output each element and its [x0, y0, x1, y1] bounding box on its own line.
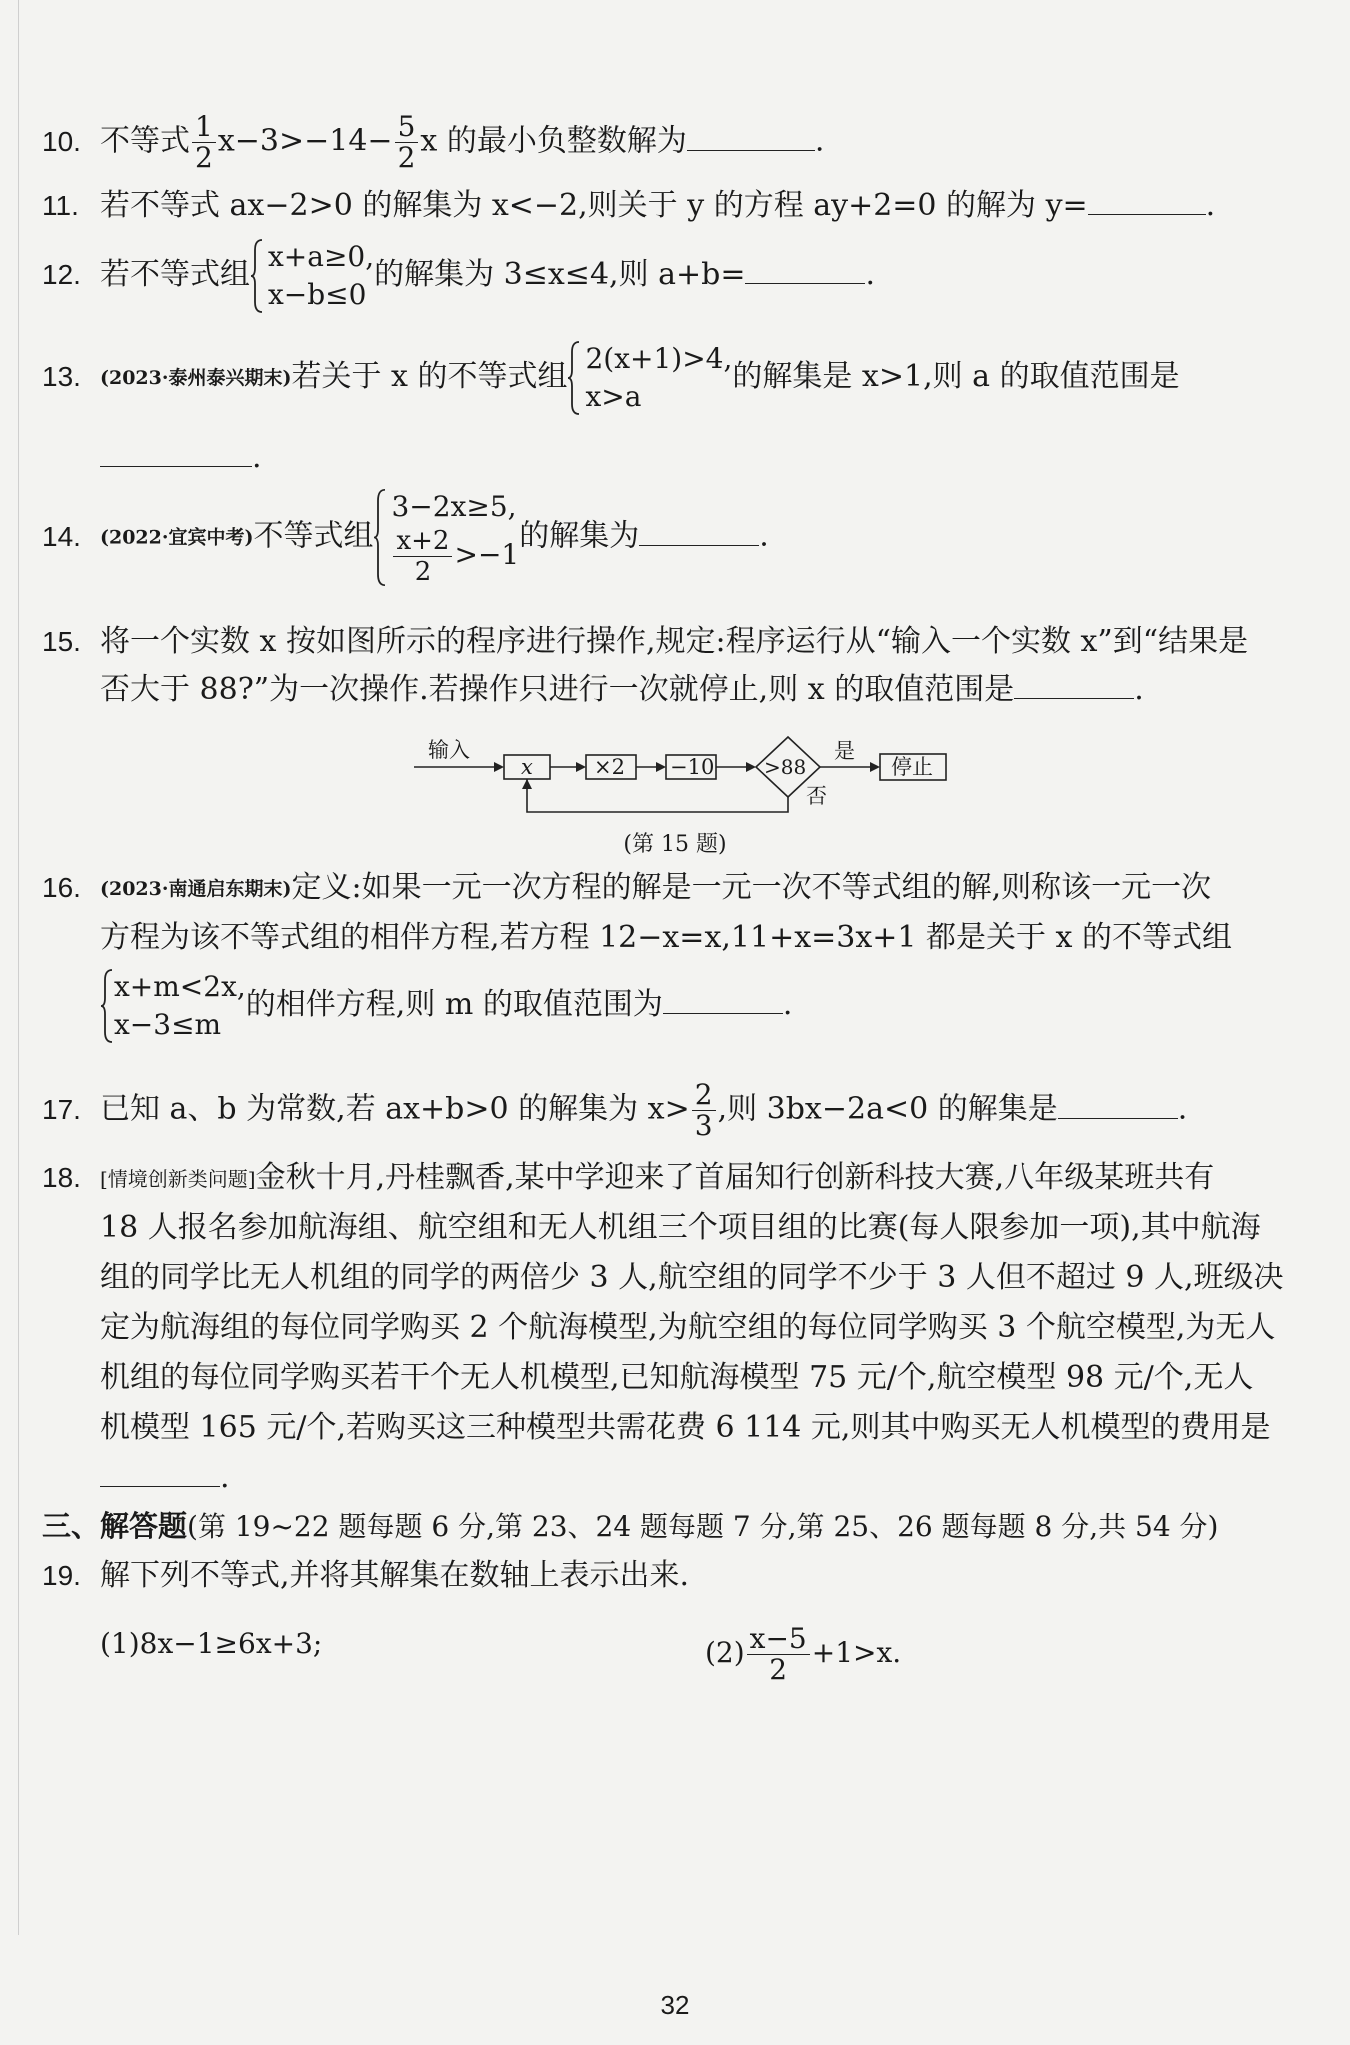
question-18-line5 — [100, 1358, 1253, 1398]
inequality-system — [250, 238, 374, 314]
flow-box-x-label: x — [521, 755, 533, 779]
question-number: 15. — [42, 626, 81, 657]
question-text: 若不等式组 — [100, 257, 250, 292]
question-text: 机组的每位同学购买若干个无人机模型,已知航海模型 75 元/个,航空模型 98 元/个,无人 — [100, 1360, 1254, 1395]
system-line: x+a≥0, — [268, 240, 375, 273]
system-line: 2(x+1)>4, — [585, 342, 733, 375]
inequality-system — [100, 968, 246, 1044]
question-18-line3 — [100, 1258, 1284, 1298]
question-15 — [42, 622, 1248, 662]
system-line: x>a — [585, 380, 642, 413]
system-line — [391, 526, 519, 587]
question-text: 的解集为 — [519, 518, 640, 554]
question-12 — [42, 238, 875, 314]
question-text: 若不等式 ax−2>0 的解集为 x<−2,则关于 y 的方程 ay+2=0 的解为 y= — [100, 188, 1088, 223]
arrow-head-icon — [870, 762, 880, 772]
inequality-system — [373, 488, 519, 587]
sub-question-2-label: (2) — [705, 1636, 745, 1669]
period: . — [220, 1460, 230, 1495]
question-text: 已知 a、b 为常数,若 ax+b>0 的解集为 x> — [100, 1091, 690, 1127]
denominator: 2 — [769, 1653, 788, 1686]
sub-question-1: (1)8x−1≥6x+3; — [100, 1627, 323, 1660]
question-number: 14. — [42, 520, 81, 552]
question-17 — [42, 1080, 1187, 1141]
question-16-line2 — [100, 918, 1232, 958]
flow-no-label: 否 — [806, 784, 827, 808]
question-10 — [42, 112, 824, 173]
sub-question-2-text: +1>x. — [811, 1636, 902, 1669]
answer-blank[interactable] — [1014, 670, 1134, 699]
period: . — [252, 440, 262, 475]
brace-icon — [373, 488, 387, 587]
denominator: 2 — [414, 557, 432, 587]
question-text: 方程为该不等式组的相伴方程,若方程 12−x=x,11+x=3x+1 都是关于 x 的不等式组 — [100, 920, 1233, 955]
system-line-rest: >−1 — [454, 538, 520, 571]
system-line: x−3≤m — [114, 1008, 222, 1041]
question-13 — [42, 340, 1180, 416]
question-number: 13. — [42, 361, 81, 392]
question-16 — [42, 868, 1211, 909]
period: . — [1177, 1091, 1188, 1127]
question-text: 金秋十月,丹桂飘香,某中学迎来了首届知行创新科技大赛,八年级某班共有 — [255, 1160, 1215, 1195]
question-19 — [42, 1556, 689, 1596]
flow-box-minus10-label: −10 — [670, 755, 715, 779]
numerator: x−5 — [747, 1624, 810, 1655]
brace-icon — [250, 238, 264, 314]
numerator: 2 — [692, 1080, 716, 1111]
system-line: x−b≤0 — [268, 278, 367, 311]
question-text: 的解集为 3≤x≤4,则 a+b= — [374, 257, 746, 292]
question-text: 机模型 165 元/个,若购买这三种模型共需花费 6 114 元,则其中购买无人机模型的费用是 — [100, 1410, 1271, 1445]
system-line: 3−2x≥5, — [391, 490, 517, 523]
question-number: 19. — [42, 1560, 81, 1591]
question-text: x−3>−14− — [217, 123, 393, 159]
question-text: 不等式组 — [253, 518, 374, 554]
numerator: 5 — [395, 112, 419, 143]
fraction — [692, 1080, 716, 1141]
question-14 — [42, 488, 769, 587]
brace-icon — [567, 340, 581, 416]
answer-blank[interactable] — [1058, 1090, 1178, 1119]
source-tag: (2022·宜宾中考) — [100, 526, 254, 549]
question-text: ,则 3bx−2a<0 的解集是 — [717, 1091, 1058, 1127]
question-19-part1 — [100, 1624, 322, 1664]
arrow-head-icon — [576, 762, 586, 772]
answer-blank[interactable] — [100, 1458, 220, 1487]
question-text: 18 人报名参加航海组、航空组和无人机组三个项目组的比赛(每人限参加一项),其中航海 — [100, 1210, 1261, 1245]
section-description: (第 19~22 题每题 6 分,第 23、24 题每题 7 分,第 25、26 题每题 8 分,共 54 分) — [187, 1510, 1219, 1543]
question-number: 16. — [42, 872, 81, 903]
flow-box-times2-label: ×2 — [594, 755, 625, 779]
numerator: x+2 — [393, 526, 452, 557]
denominator: 2 — [195, 141, 213, 174]
answer-blank[interactable] — [100, 438, 252, 467]
flow-loop-arrow — [527, 779, 788, 812]
answer-blank[interactable] — [639, 517, 759, 546]
question-number: 10. — [42, 125, 81, 157]
question-13-answer-line — [100, 438, 262, 478]
arrow-head-icon — [494, 762, 504, 772]
arrow-head-icon — [522, 779, 532, 789]
section-title: 三、解答题 — [42, 1509, 188, 1543]
question-text: 组的同学比无人机组的同学的两倍少 3 人,航空组的同学不少于 3 人但不超过 9 人,班级决 — [100, 1260, 1284, 1295]
inequality-system — [567, 340, 732, 416]
question-11 — [42, 186, 1215, 226]
flowchart — [410, 730, 960, 825]
question-text: x 的最小负整数解为 — [420, 123, 687, 159]
figure-caption: (第 15 题) — [623, 832, 727, 857]
numerator: 1 — [192, 112, 216, 143]
fraction — [393, 526, 452, 587]
period: . — [759, 518, 769, 554]
question-text: 解下列不等式,并将其解集在数轴上表示出来. — [100, 1558, 690, 1593]
answer-blank[interactable] — [687, 122, 815, 151]
question-text: 定义:如果一元一次方程的解是一元一次不等式组的解,则称该一元一次 — [291, 870, 1212, 905]
question-18 — [42, 1158, 1214, 1199]
category-tag: [情境创新类问题] — [100, 1167, 256, 1191]
flow-decision-label: >88 — [764, 755, 807, 779]
question-18-line6 — [100, 1408, 1270, 1448]
period: . — [782, 987, 793, 1022]
section-header — [42, 1506, 1218, 1547]
page-edge-line — [18, 0, 19, 1935]
arrow-head-icon — [656, 762, 666, 772]
denominator: 3 — [694, 1109, 713, 1142]
system-line: x+m<2x, — [114, 970, 246, 1003]
brace-icon — [100, 968, 114, 1044]
flow-box-stop-label: 停止 — [891, 755, 933, 779]
question-text: 将一个实数 x 按如图所示的程序进行操作,规定:程序运行从“输入一个实数 x”到“结果是 — [100, 624, 1249, 659]
denominator: 2 — [397, 141, 416, 174]
source-tag: (2023·泰州泰兴期末) — [100, 367, 292, 389]
answer-blank[interactable] — [745, 255, 865, 284]
question-text: 不等式 — [100, 123, 190, 159]
source-tag: (2023·南通启东期末) — [100, 878, 292, 900]
question-18-line2 — [100, 1208, 1261, 1248]
fraction — [747, 1624, 810, 1685]
answer-blank[interactable] — [1088, 186, 1206, 215]
period: . — [865, 257, 876, 292]
period: . — [1205, 188, 1216, 223]
page-number: 32 — [660, 1990, 690, 2020]
question-number: 12. — [42, 259, 81, 290]
answer-blank[interactable] — [663, 985, 783, 1014]
question-15-line2 — [100, 670, 1144, 710]
question-text: 的解集是 x>1,则 a 的取值范围是 — [732, 359, 1180, 394]
question-19-part2 — [705, 1624, 901, 1685]
question-text: 的相伴方程,则 m 的取值范围为 — [245, 987, 663, 1022]
question-number: 18. — [42, 1162, 81, 1193]
question-18-line4 — [100, 1308, 1275, 1348]
period: . — [814, 123, 825, 159]
flow-yes-label: 是 — [834, 739, 855, 763]
question-16-line3 — [100, 968, 792, 1044]
question-18-answer-line — [100, 1458, 230, 1498]
question-number: 17. — [42, 1093, 81, 1125]
question-text: 定为航海组的每位同学购买 2 个航海模型,为航空组的每位同学购买 3 个航空模型,为无人 — [100, 1310, 1276, 1345]
question-text: 若关于 x 的不等式组 — [291, 359, 568, 394]
question-number: 11. — [42, 190, 79, 221]
fraction — [395, 112, 419, 173]
flow-input-label: 输入 — [428, 738, 470, 762]
period: . — [1134, 672, 1144, 707]
arrow-head-icon — [746, 762, 756, 772]
question-text: 否大于 88?”为一次操作.若操作只进行一次就停止,则 x 的取值范围是 — [100, 672, 1015, 707]
fraction — [192, 112, 216, 173]
